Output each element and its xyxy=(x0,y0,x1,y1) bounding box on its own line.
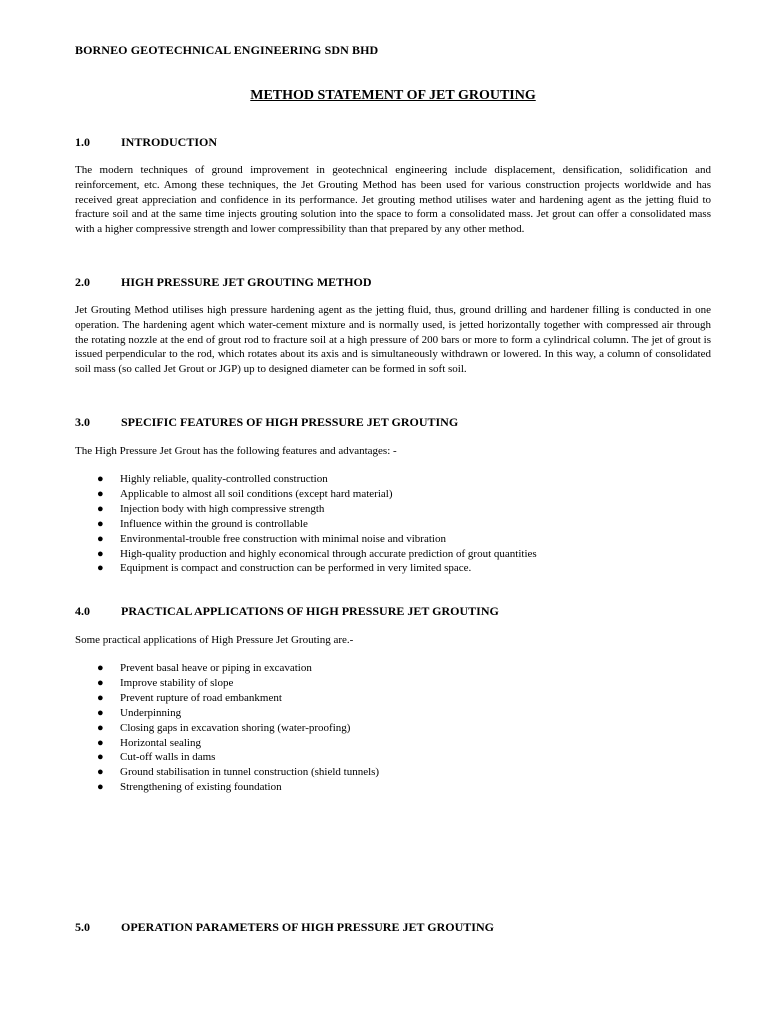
bullet-icon: ● xyxy=(97,502,104,515)
list-item-text: Prevent basal heave or piping in excavation xyxy=(120,662,312,674)
bullet-icon: ● xyxy=(97,766,104,779)
list-item xyxy=(0,750,379,765)
section-number: 1.0 xyxy=(75,135,90,149)
company-name: BORNEO GEOTECHNICAL ENGINEERING SDN BHD xyxy=(75,43,379,57)
bullet-icon: ● xyxy=(97,736,104,749)
list-item xyxy=(0,517,537,532)
list-item xyxy=(0,736,379,751)
section-title: SPECIFIC FEATURES OF HIGH PRESSURE JET GROUTING xyxy=(121,415,459,429)
features-list xyxy=(0,472,537,576)
section-heading-specific-features xyxy=(75,415,458,430)
list-item-text: High-quality production and highly economical through accurate prediction of grout quantities xyxy=(120,547,537,560)
list-item-text: Applicable to almost all soil conditions (except hard material) xyxy=(120,487,393,500)
section-heading-practical-applications xyxy=(75,604,499,619)
list-item xyxy=(0,487,537,502)
list-item-text: Underpinning xyxy=(120,706,182,719)
list-item-text: Prevent rupture of road embankment xyxy=(120,691,282,704)
section-title: INTRODUCTION xyxy=(121,135,218,149)
list-item-text: Cut-off walls in dams xyxy=(120,751,216,764)
section-heading-operation-parameters xyxy=(75,920,494,935)
document-title: METHOD STATEMENT OF JET GROUTING xyxy=(250,88,536,103)
bullet-icon: ● xyxy=(97,751,104,764)
section-number: 2.0 xyxy=(75,275,90,289)
list-item xyxy=(0,502,537,517)
bullet-icon: ● xyxy=(97,532,104,545)
bullet-icon: ● xyxy=(97,562,104,575)
list-item xyxy=(0,706,379,721)
list-item-text: Strengthening of existing foundation xyxy=(120,781,282,794)
list-item xyxy=(0,661,379,676)
list-item-text: Equipment is compact and construction can be performed in very limited space. xyxy=(120,562,472,575)
bullet-icon: ● xyxy=(97,676,104,689)
section-number: 4.0 xyxy=(75,604,90,618)
section-paragraph-high-pressure-method: Jet Grouting Method utilises high pressure hardening agent as the jetting fluid, thus, ground drilling and hardener filling is conducted in one operation. The hardening agent which water-cement mixture and is normally used, is jetted horizontally together with compressed air through the rotating nozzle at the end of grout rod to fracture soil at a high pressure of 200 bars or more to form a cylindrical column. The jet of grout is issued perpendicular to the rod, which rotates about its axis and is simultaneously withdrawn or lowered. In this way, a column of consolidated soil mass (so called Jet Grout or JGP) up to designed diameter can be formed in soft soil. xyxy=(75,304,711,376)
bullet-icon: ● xyxy=(97,487,104,500)
list-item xyxy=(0,532,537,547)
list-item xyxy=(0,780,379,795)
section-title: OPERATION PARAMETERS OF HIGH PRESSURE JET GROUTING xyxy=(121,920,494,934)
section-heading-high-pressure-method xyxy=(75,275,372,290)
bullet-icon: ● xyxy=(97,517,104,530)
bullet-icon: ● xyxy=(97,547,104,560)
list-item-text: Horizontal sealing xyxy=(120,736,201,749)
bullet-icon: ● xyxy=(97,781,104,794)
list-item-text: Closing gaps in excavation shoring (water-proofing) xyxy=(120,721,351,734)
list-item xyxy=(0,691,379,706)
list-item xyxy=(0,561,537,576)
list-item-text: Injection body with high compressive strength xyxy=(120,502,325,515)
section-intro-specific-features: The High Pressure Jet Grout has the following features and advantages: - xyxy=(75,445,397,457)
section-paragraph-introduction: The modern techniques of ground improvement in geotechnical engineering include displacement, densification, solidification and reinforcement, etc. Among these techniques, the Jet Grouting Method has been used for various construction projects worldwide and has received great appreciation and confidence in its performance. Jet grouting method utilises water and hardening agent as the jetting fluid to fracture soil and at the same time injects grouting solution into the space to form a consolidated mass. Jet grout can offer a consolidated mass with a higher compressive strength and lower compressibility than that prepared by any other method. xyxy=(75,164,711,236)
section-intro-practical-applications: Some practical applications of High Pressure Jet Grouting are.- xyxy=(75,634,354,646)
list-item-text: Environmental-trouble free construction with minimal noise and vibration xyxy=(120,532,446,545)
section-number: 5.0 xyxy=(75,920,90,934)
bullet-icon: ● xyxy=(97,691,104,704)
list-item-text: Ground stabilisation in tunnel construction (shield tunnels) xyxy=(120,766,380,779)
bullet-icon: ● xyxy=(97,721,104,734)
section-number: 3.0 xyxy=(75,415,90,429)
bullet-icon: ● xyxy=(97,473,104,485)
applications-list xyxy=(0,661,379,795)
bullet-icon: ● xyxy=(97,662,104,674)
list-item xyxy=(0,765,379,780)
list-item xyxy=(0,472,537,487)
list-item-text: Improve stability of slope xyxy=(120,676,234,689)
list-item-text: Highly reliable, quality-controlled construction xyxy=(120,473,328,485)
list-item xyxy=(0,676,379,691)
bullet-icon: ● xyxy=(97,706,104,719)
section-title: HIGH PRESSURE JET GROUTING METHOD xyxy=(121,275,372,289)
section-title: PRACTICAL APPLICATIONS OF HIGH PRESSURE JET GROUTING xyxy=(121,604,499,618)
list-item xyxy=(0,721,379,736)
section-heading-introduction xyxy=(75,135,217,150)
list-item-text: Influence within the ground is controllable xyxy=(120,517,308,530)
list-item xyxy=(0,547,537,562)
